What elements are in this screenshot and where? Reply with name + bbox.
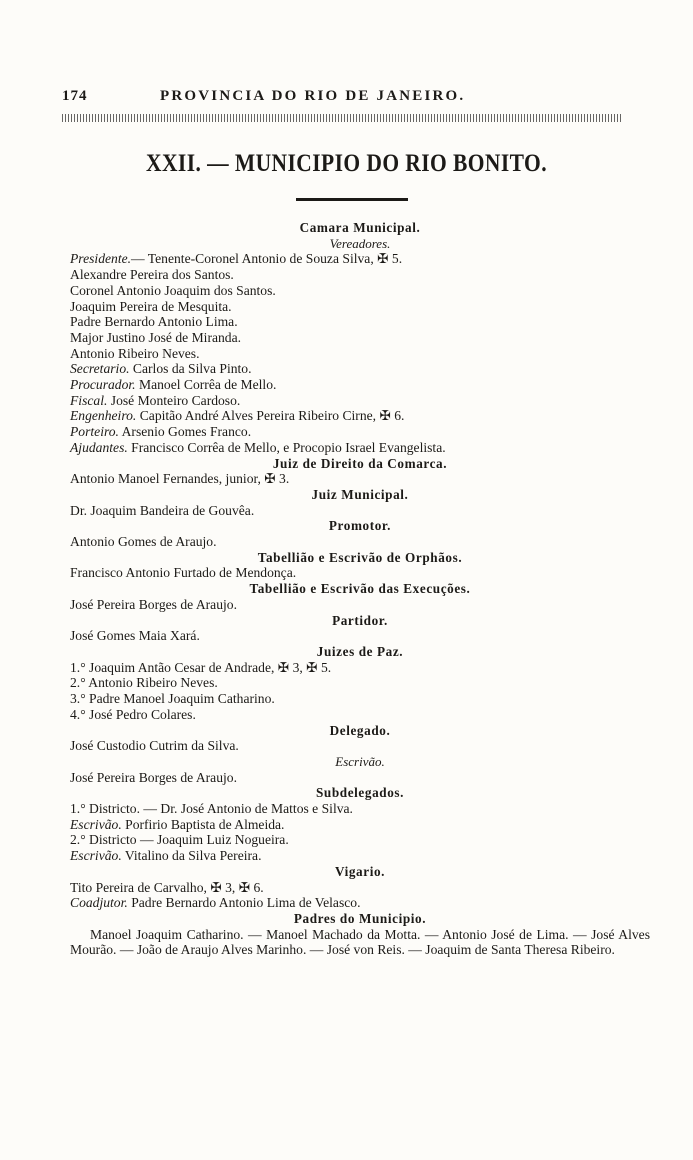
- section-heading-juiz-direito: Juiz de Direito da Comarca.: [272, 455, 448, 471]
- subdelegado-label: Escrivão.: [70, 816, 122, 832]
- delegado-name: José Custodio Cutrim da Silva.: [70, 738, 239, 754]
- juiz-direito-name: Antonio Manoel Fernandes, junior, ✠ 3.: [70, 471, 290, 487]
- tabelliao-orphaos-name: Francisco Antonio Furtado de Mendonça.: [70, 565, 297, 581]
- running-title: PROVINCIA DO RIO DE JANEIRO.: [160, 88, 466, 104]
- section-heading-subdelegados: Subdelegados.: [315, 785, 405, 801]
- subdelegado-line: [70, 832, 650, 848]
- subdelegado-text: 2.° Districto — Joaquim Luiz Nogueira.: [70, 832, 289, 848]
- subdelegado-label: Escrivão.: [70, 848, 122, 864]
- vereador-line: Joaquim Pereira de Mesquita.: [70, 298, 232, 314]
- vereador-line: Antonio Ribeiro Neves.: [70, 345, 200, 361]
- coadjutor-name: Padre Bernardo Antonio Lima de Velasco.: [127, 895, 361, 911]
- chapter-title: XXII. — MUNICIPIO DO RIO BONITO.: [145, 150, 548, 177]
- presidente-text: — Tenente-Coronel Antonio de Souza Silva, ✠ 5.: [131, 251, 403, 267]
- section-heading-padres: Padres do Municipio.: [293, 910, 427, 926]
- section-heading-juizes-paz: Juizes de Paz.: [316, 643, 404, 659]
- subdelegado-text: Porfirio Baptista de Almeida.: [121, 816, 285, 832]
- juiz-municipal-name: Dr. Joaquim Bandeira de Gouvêa.: [70, 502, 255, 518]
- juiz-paz-line: 4.° José Pedro Colares.: [70, 706, 196, 722]
- subheading-vereadores: Vereadores.: [329, 235, 391, 251]
- vereador-line: Alexandre Pereira dos Santos.: [70, 267, 234, 283]
- page-number: 174: [62, 88, 88, 104]
- document-body: [70, 220, 650, 958]
- juiz-paz-line: 3.° Padre Manoel Joaquim Catharino.: [70, 691, 275, 707]
- vereador-line: Padre Bernardo Antonio Lima.: [70, 314, 238, 330]
- vereador-line: Coronel Antonio Joaquim dos Santos.: [70, 282, 276, 298]
- officer-name: Arsenio Gomes Franco.: [118, 424, 252, 440]
- vereador-line: Major Justino José de Miranda.: [70, 329, 242, 345]
- section-heading-promotor: Promotor.: [328, 518, 392, 534]
- officer-name: Manoel Corrêa de Mello.: [135, 377, 277, 393]
- officer-name: Francisco Corrêa de Mello, e Procopio Israel Evangelista.: [127, 439, 446, 455]
- officer-label: Engenheiro.: [70, 408, 137, 424]
- promotor-name: Antonio Gomes de Araujo.: [70, 534, 217, 550]
- officer-label: Ajudantes.: [70, 439, 128, 455]
- subdelegado-text: Vitalino da Silva Pereira.: [121, 848, 262, 864]
- coadjutor-label: Coadjutor.: [70, 895, 128, 911]
- officer-label: Secretario.: [70, 361, 130, 377]
- section-heading-tabelliao-orphaos: Tabellião e Escrivão de Orphãos.: [257, 549, 463, 565]
- subdelegado-line: [70, 817, 650, 833]
- officer-line: [70, 440, 650, 456]
- running-header: [62, 88, 642, 108]
- officer-label: Fiscal.: [70, 392, 108, 408]
- ornamental-rule: [62, 114, 622, 122]
- vigario-name: Tito Pereira de Carvalho, ✠ 3, ✠ 6.: [70, 879, 264, 895]
- subdelegado-text: 1.° Districto. — Dr. José Antonio de Mattos e Silva.: [70, 801, 353, 817]
- juiz-paz-line: 2.° Antonio Ribeiro Neves.: [70, 675, 218, 691]
- partidor-name: José Gomes Maia Xará.: [70, 628, 200, 644]
- subdelegado-line: [70, 848, 650, 864]
- section-heading-vigario: Vigario.: [334, 863, 386, 879]
- officer-line: [70, 424, 650, 440]
- presidente-line: [70, 251, 650, 267]
- officer-label: Procurador.: [70, 377, 136, 393]
- section-heading-camara: Camara Municipal.: [299, 220, 421, 235]
- officer-line: [70, 361, 650, 377]
- officer-name: Carlos da Silva Pinto.: [129, 361, 252, 377]
- coadjutor-line: [70, 895, 650, 911]
- padres-paragraph: Manoel Joaquim Catharino. — Manoel Machado da Motta. — Antonio José de Lima. — José Alves Mourão. — João de Araujo Alves Marinho. — José von Reis. — Joaquim de Santa Theresa Ribeiro.: [70, 926, 650, 958]
- section-heading-tabelliao-execucoes: Tabellião e Escrivão das Execuções.: [249, 581, 471, 597]
- subheading-escrivao: Escrivão.: [335, 753, 385, 769]
- officer-name: José Monteiro Cardoso.: [107, 392, 241, 408]
- juiz-paz-line: 1.° Joaquim Antão Cesar de Andrade, ✠ 3, ✠ 5.: [70, 659, 332, 675]
- officer-label: Porteiro.: [70, 424, 119, 440]
- officer-name: Capitão André Alves Pereira Ribeiro Cirne, ✠ 6.: [136, 408, 405, 424]
- presidente-label: Presidente.: [70, 251, 132, 267]
- title-rule: [296, 198, 408, 201]
- section-heading-delegado: Delegado.: [329, 722, 391, 738]
- officer-line: [70, 408, 650, 424]
- tabelliao-execucoes-name: José Pereira Borges de Araujo.: [70, 596, 237, 612]
- officer-line: [70, 377, 650, 393]
- subdelegado-line: [70, 801, 650, 817]
- section-heading-partidor: Partidor.: [332, 612, 388, 628]
- officer-line: [70, 393, 650, 409]
- section-heading-juiz-municipal: Juiz Municipal.: [311, 486, 409, 502]
- escrivao-name: José Pereira Borges de Araujo.: [70, 769, 237, 785]
